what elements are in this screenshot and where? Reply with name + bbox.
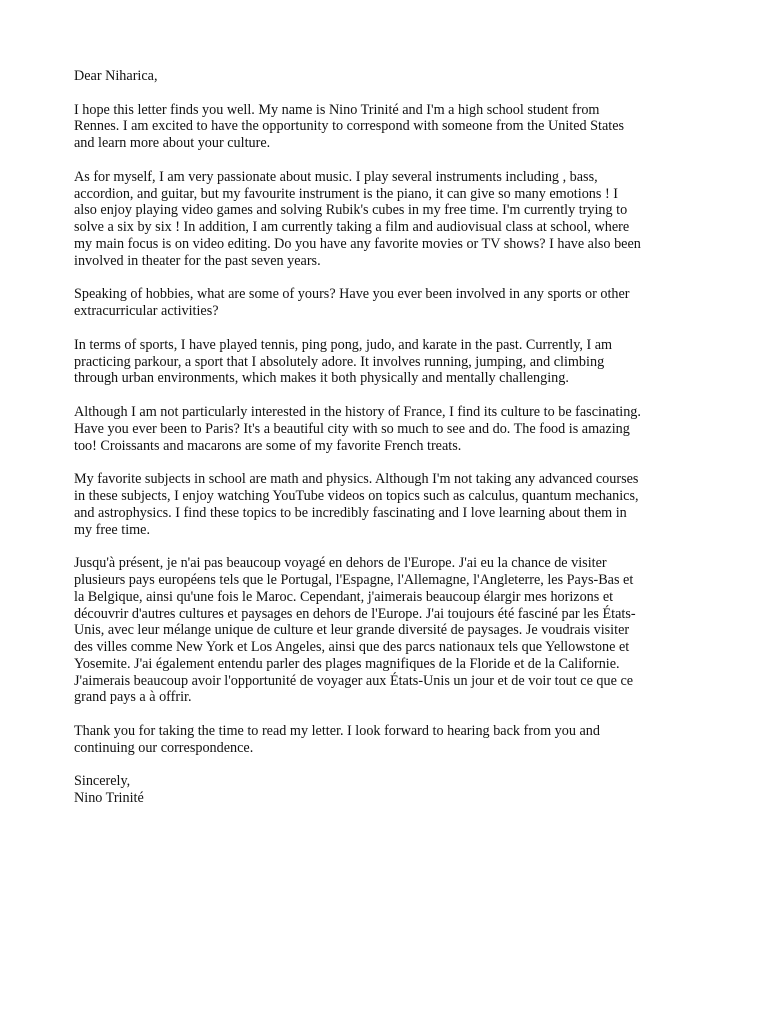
closing-line: Sincerely, bbox=[74, 773, 131, 790]
body-paragraph bbox=[74, 286, 704, 320]
paragraph-line: practicing parkour, a sport that I absolutely adore. It involves running, jumping, and climbing bbox=[74, 353, 605, 370]
paragraph-line: Although I am not particularly interested in the history of France, I find its culture to be fascinating. bbox=[74, 403, 641, 420]
paragraph-line: grand pays a à offrir. bbox=[74, 689, 192, 706]
salutation: Dear Niharica, bbox=[74, 68, 158, 84]
letter-body bbox=[74, 102, 704, 757]
paragraph-line: Yosemite. J'ai également entendu parler des plages magnifiques de la Floride et de la Californie. bbox=[74, 655, 620, 672]
paragraph-line: Unis, avec leur mélange unique de culture et leur grande diversité de paysages. Je voudrais visiter bbox=[74, 622, 630, 639]
paragraph-line: Have you ever been to Paris? It's a beautiful city with so much to see and do. The food is amazing bbox=[74, 420, 630, 437]
paragraph-line: also enjoy playing video games and solving Rubik's cubes in my free time. I'm currently trying to bbox=[74, 202, 628, 219]
paragraph-line: découvrir d'autres cultures et paysages en dehors de l'Europe. J'ai toujours été fasciné par les États- bbox=[74, 605, 636, 622]
paragraph-line: As for myself, I am very passionate about music. I play several instruments including , bass, bbox=[74, 168, 598, 185]
paragraph-line: des villes comme New York et Los Angeles, ainsi que des parcs nationaux tels que Yellowstone et bbox=[74, 639, 630, 656]
body-paragraph bbox=[74, 555, 704, 706]
paragraph-line: too! Croissants and macarons are some of my favorite French treats. bbox=[74, 437, 462, 454]
paragraph-line: accordion, and guitar, but my favourite instrument is the piano, it can give so many emotions ! I bbox=[74, 185, 618, 202]
paragraph-line: extracurricular activities? bbox=[74, 303, 219, 320]
paragraph-line: continuing our correspondence. bbox=[74, 739, 254, 756]
paragraph-line: la Belgique, ainsi qu'une fois le Maroc. Cependant, j'aimerais beaucoup élargir mes horizons et bbox=[74, 588, 614, 605]
paragraph-line: through urban environments, which makes it both physically and mentally challenging. bbox=[74, 370, 569, 387]
body-paragraph bbox=[74, 723, 704, 757]
paragraph-line: Thank you for taking the time to read my letter. I look forward to hearing back from you and bbox=[74, 723, 600, 740]
paragraph-line: My favorite subjects in school are math and physics. Although I'm not taking any advanced courses bbox=[74, 471, 639, 488]
paragraph-line: and astrophysics. I find these topics to be incredibly fascinating and I love learning about them in bbox=[74, 504, 627, 521]
paragraph-line: Jusqu'à présent, je n'ai pas beaucoup voyagé en dehors de l'Europe. J'ai eu la chance de visiter bbox=[74, 555, 607, 572]
paragraph-line: involved in theater for the past seven years. bbox=[74, 252, 321, 269]
paragraph-line: J'aimerais beaucoup avoir l'opportunité de voyager aux États-Unis un jour et de voir tout ce que ce bbox=[74, 672, 634, 689]
paragraph-line: solve a six by six ! In addition, I am currently taking a film and audiovisual class at school, where bbox=[74, 219, 630, 236]
paragraph-line: and learn more about your culture. bbox=[74, 135, 271, 152]
paragraph-line: my main focus is on video editing. Do you have any favorite movies or TV shows? I have also been bbox=[74, 235, 641, 252]
paragraph-line: plusieurs pays européens tels que le Portugal, l'Espagne, l'Allemagne, l'Angleterre, les Pays-Bas et bbox=[74, 571, 634, 588]
paragraph-line: I hope this letter finds you well. My name is Nino Trinité and I'm a high school student from bbox=[74, 101, 600, 118]
paragraph-line: Speaking of hobbies, what are some of yours? Have you ever been involved in any sports or other bbox=[74, 286, 630, 303]
letter-closing bbox=[74, 773, 704, 807]
body-paragraph bbox=[74, 404, 704, 454]
paragraph-line: Rennes. I am excited to have the opportunity to correspond with someone from the United States bbox=[74, 118, 625, 135]
letter-page bbox=[74, 68, 704, 807]
paragraph-line: in these subjects, I enjoy watching YouTube videos on topics such as calculus, quantum mechanics, bbox=[74, 487, 639, 504]
body-paragraph bbox=[74, 169, 704, 270]
body-paragraph bbox=[74, 102, 704, 152]
paragraph-line: my free time. bbox=[74, 521, 151, 538]
body-paragraph bbox=[74, 337, 704, 387]
signature: Nino Trinité bbox=[74, 790, 144, 807]
body-paragraph bbox=[74, 471, 704, 538]
paragraph-line: In terms of sports, I have played tennis, ping pong, judo, and karate in the past. Currently, I am bbox=[74, 336, 613, 353]
